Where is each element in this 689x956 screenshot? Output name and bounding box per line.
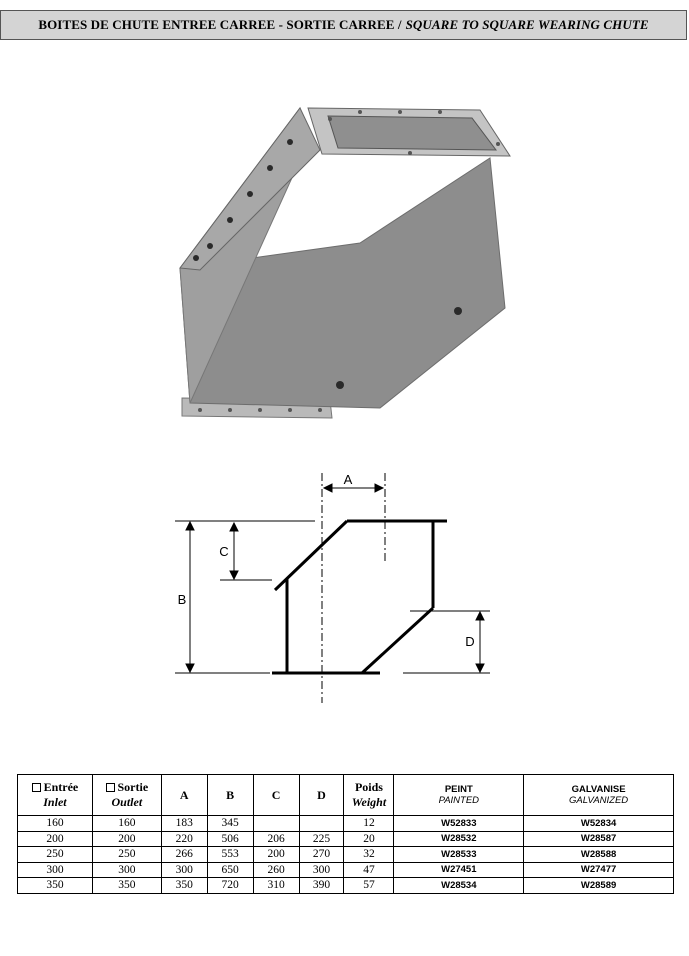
table-cell: 350	[18, 878, 93, 894]
table-cell: W27451	[394, 862, 524, 878]
table-cell: 506	[207, 831, 253, 847]
table-cell: W28533	[394, 847, 524, 863]
table-cell: 200	[18, 831, 93, 847]
header-b: B	[207, 775, 253, 816]
chute-outline	[272, 521, 447, 673]
chute-product-photo	[160, 88, 520, 428]
table-cell: 390	[299, 878, 344, 894]
table-row	[18, 816, 674, 832]
table-cell: 183	[161, 816, 207, 832]
table-cell: 300	[18, 862, 93, 878]
header-d: D	[299, 775, 344, 816]
spec-table	[17, 774, 674, 894]
table-cell: 12	[344, 816, 394, 832]
table-cell	[253, 816, 299, 832]
table-cell: 300	[161, 862, 207, 878]
dimension-diagram	[160, 468, 500, 708]
header-painted: PEINT PAINTED	[394, 775, 524, 816]
table-cell: 345	[207, 816, 253, 832]
header-weight: Poids Weight	[344, 775, 394, 816]
table-cell: W28587	[524, 831, 674, 847]
table-cell: 225	[299, 831, 344, 847]
square-icon	[106, 783, 115, 792]
table-cell: 553	[207, 847, 253, 863]
title-english: SQUARE TO SQUARE WEARING CHUTE	[405, 17, 649, 32]
header-outlet: Sortie Outlet	[92, 775, 161, 816]
table-cell: 160	[92, 816, 161, 832]
table-cell: W52834	[524, 816, 674, 832]
table-cell: 300	[92, 862, 161, 878]
header-galvanized: GALVANISE GALVANIZED	[524, 775, 674, 816]
title-french: BOITES DE CHUTE ENTREE CARREE - SORTIE CARREE /	[38, 17, 402, 32]
table-cell: 720	[207, 878, 253, 894]
table-cell: 310	[253, 878, 299, 894]
table-cell: W28588	[524, 847, 674, 863]
square-icon	[32, 783, 41, 792]
label-a: A	[343, 472, 353, 487]
table-cell: 160	[18, 816, 93, 832]
header-c: C	[253, 775, 299, 816]
table-row	[18, 831, 674, 847]
table-cell: 266	[161, 847, 207, 863]
header-inlet: Entrée Inlet	[18, 775, 93, 816]
table-cell: 350	[92, 878, 161, 894]
table-cell: W28534	[394, 878, 524, 894]
table-row	[18, 862, 674, 878]
table-cell	[299, 816, 344, 832]
header-a: A	[161, 775, 207, 816]
table-cell: 206	[253, 831, 299, 847]
table-cell: 200	[92, 831, 161, 847]
table-cell: 270	[299, 847, 344, 863]
table-cell: 47	[344, 862, 394, 878]
table-cell: 350	[161, 878, 207, 894]
page-title	[0, 10, 687, 40]
table-cell: 220	[161, 831, 207, 847]
table-cell: 650	[207, 862, 253, 878]
table-row	[18, 847, 674, 863]
table-cell: 32	[344, 847, 394, 863]
label-c: C	[219, 544, 229, 559]
table-row	[18, 878, 674, 894]
table-cell: 260	[253, 862, 299, 878]
table-cell: W27477	[524, 862, 674, 878]
table-cell: W28589	[524, 878, 674, 894]
table-cell: 20	[344, 831, 394, 847]
table-cell: 200	[253, 847, 299, 863]
table-body	[18, 816, 674, 894]
table-cell: 300	[299, 862, 344, 878]
table-cell: W52833	[394, 816, 524, 832]
table-cell: W28532	[394, 831, 524, 847]
label-d: D	[465, 634, 475, 649]
table-cell: 250	[92, 847, 161, 863]
table-cell: 250	[18, 847, 93, 863]
table-header-row	[18, 775, 674, 816]
table-cell: 57	[344, 878, 394, 894]
label-b: B	[177, 592, 187, 607]
